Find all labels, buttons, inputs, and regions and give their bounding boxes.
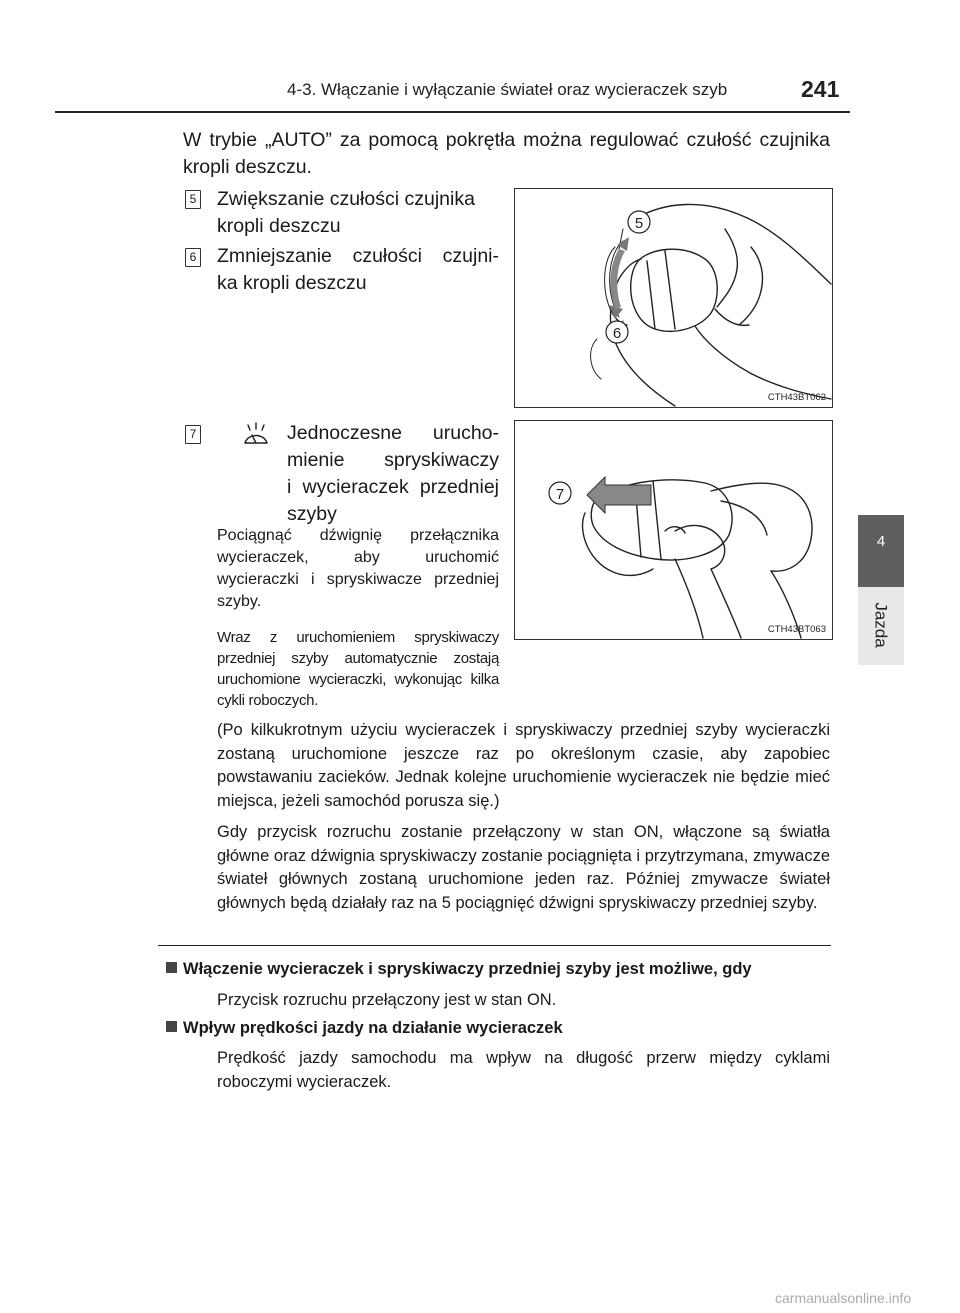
section-2-heading: Wpływ prędkości jazdy na działanie wycieraczek — [183, 1019, 563, 1037]
callout-7: 7 — [555, 486, 565, 503]
item-5-number-box — [185, 190, 201, 209]
item-7-line: i wycieraczek przedniej — [287, 476, 499, 498]
item-7-description: Pociągnąć dźwignię przełącznika wycieraczek, aby uruchomić wycieraczki i spryskiwacze przedniej szyby. — [217, 527, 499, 610]
item-6-number-box — [185, 248, 201, 267]
header-rule — [55, 111, 850, 113]
item-7-text — [287, 420, 499, 528]
chapter-tab-label: Jazda — [872, 602, 891, 648]
item-6-text — [217, 243, 499, 297]
item-number: 7 — [185, 425, 201, 444]
section-1-text: Przycisk rozruchu przełączony jest w stan ON. — [217, 991, 557, 1009]
figure-2-callout — [549, 482, 571, 504]
figure-1-illustration — [515, 189, 832, 407]
section-1-heading-row — [166, 958, 831, 981]
section-divider — [158, 945, 831, 946]
square-bullet-icon — [166, 962, 177, 973]
page-number: 241 — [801, 76, 840, 102]
callout-6: 6 — [612, 325, 622, 342]
figure-code: CTH43BT063 — [767, 624, 826, 635]
item-7-line: mienie spryskiwaczy — [287, 449, 499, 471]
item-number: 6 — [185, 248, 201, 267]
chapter-tab-label-wrap — [858, 585, 904, 665]
figure-code: CTH43BT062 — [767, 392, 826, 403]
item-6-line-1: Zmniejszanie czułości czujni- — [217, 245, 499, 267]
section-2-text: Prędkość jazdy samochodu ma wpływ na długość przerw między cyklami roboczymi wycieraczek. — [217, 1049, 830, 1091]
section-2 — [166, 1017, 831, 1040]
washer-icon — [242, 421, 270, 452]
square-bullet-icon — [166, 1021, 177, 1032]
paragraph-after-wash: (Po kilkukrotnym użyciu wycieraczek i spryskiwaczy przedniej szyby wycieraczki zostaną uruchomione jeszcze raz po określonym czasie, aby zapobiec powstawaniu zacieków. Jednak kolejne uruchomienie wycieraczek nie będzie mieć miejsca, jeżeli samochód porusza się.) — [217, 721, 830, 810]
section-2-heading-row — [166, 1017, 831, 1040]
paragraph-headlight-cleaner: Gdy przycisk rozruchu zostanie przełączony w stan ON, włączone są światła główne oraz dźwignia spryskiwaczy zostanie pociągnięta i przytrzymana, zmywacze świateł głównych zostaną uruchomione jeden raz. Później zmywacze świateł głównych będą działały raz na 5 pociągnięć dźwigni spryskiwaczy przedniej szyby. — [217, 823, 830, 912]
item-7-note: Wraz z uruchomieniem spryskiwaczy przedniej szyby automatycznie zostają uruchomione wycieraczki, wykonując kilka cykli roboczych. — [217, 629, 499, 709]
figure-2-illustration — [515, 421, 832, 639]
chapter-tab-number: 4 — [858, 515, 904, 587]
section-1-heading: Włączenie wycieraczek i spryskiwaczy przedniej szyby jest możliwe, gdy — [183, 960, 752, 978]
section-1 — [166, 958, 831, 981]
callout-5: 5 — [634, 215, 644, 232]
watermark: carmanualsonline.info — [775, 1290, 912, 1306]
running-header-title: 4-3. Włączanie i wyłączanie świateł oraz wycieraczek szyb — [287, 80, 728, 99]
figure-rain-sensor-dial — [514, 188, 833, 408]
intro-paragraph: W trybie „AUTO” za pomocą pokrętła można regulować czułość czujnika kropli deszczu. — [183, 129, 830, 178]
item-7-line: Jednoczesne urucho- — [287, 422, 499, 444]
item-7-number-box — [185, 425, 201, 444]
item-number: 5 — [185, 190, 201, 209]
figure-washer-lever-pull — [514, 420, 833, 640]
item-5-text: Zwiększanie czułości czujnika kropli deszczu — [217, 188, 475, 237]
item-6-line-2: ka kropli deszczu — [217, 272, 367, 294]
item-7-line: szyby — [287, 503, 337, 525]
